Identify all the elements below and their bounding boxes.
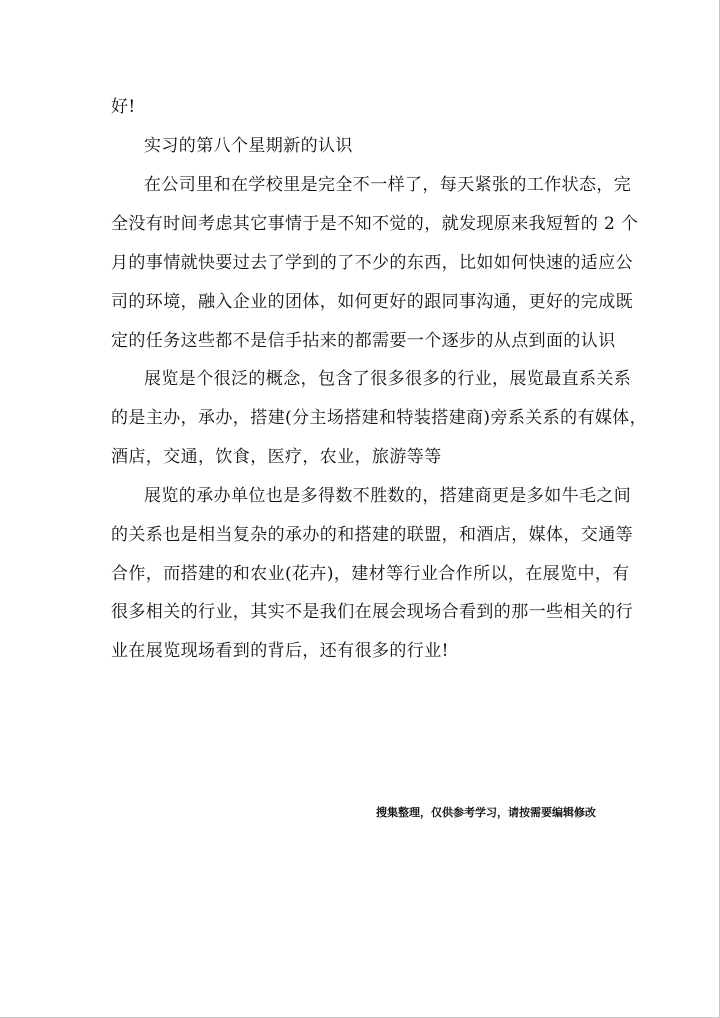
paragraph-line: 很多相关的行业，其实不是我们在展会现场合看到的那一些相关的行 (111, 602, 633, 622)
paragraph-line: 酒店，交通，饮食，医疗，农业，旅游等等 (111, 447, 442, 467)
paragraph-line: 的是主办，承办，搭建(分主场搭建和特装搭建商)旁系关系的有媒体， (111, 408, 648, 428)
paragraph-line: 司的环境，融入企业的团体，如何更好的跟同事沟通，更好的完成既 (111, 292, 633, 312)
paragraph-line: 展览的承办单位也是多得数不胜数的，搭建商更是多如牛毛之间 (144, 486, 632, 506)
paragraph-line: 在公司里和在学校里是完全不一样了，每天紧张的工作状态，完 (144, 175, 632, 195)
paragraph-line: 展览是个很泛的概念，包含了很多很多的行业，展览最直系关系 (144, 369, 632, 389)
paragraph-line: 业在展览现场看到的背后，还有很多的行业! (111, 641, 449, 661)
paragraph-line: 月的事情就快要过去了学到的了不少的东西，比如如何快速的适应公 (111, 253, 633, 273)
footer-note: 搜集整理，仅供参考学习，请按需要编辑修改 (376, 806, 596, 819)
paragraph-line: 合作，而搭建的和农业(花卉)，建材等行业合作所以，在展览中，有 (111, 564, 630, 584)
paragraph-line: 全没有时间考虑其它事情于是不知不觉的，就发现原来我短暂的 2 个 (111, 214, 639, 234)
paragraph-line: 好! (111, 97, 136, 117)
paragraph-line: 定的任务这些都不是信手拈来的都需要一个逐步的从点到面的认识 (111, 331, 616, 351)
paragraph-line: 的关系也是相当复杂的承办的和搭建的联盟，和酒店，媒体，交通等 (111, 525, 633, 545)
section-heading: 实习的第八个星期新的认识 (144, 136, 353, 156)
